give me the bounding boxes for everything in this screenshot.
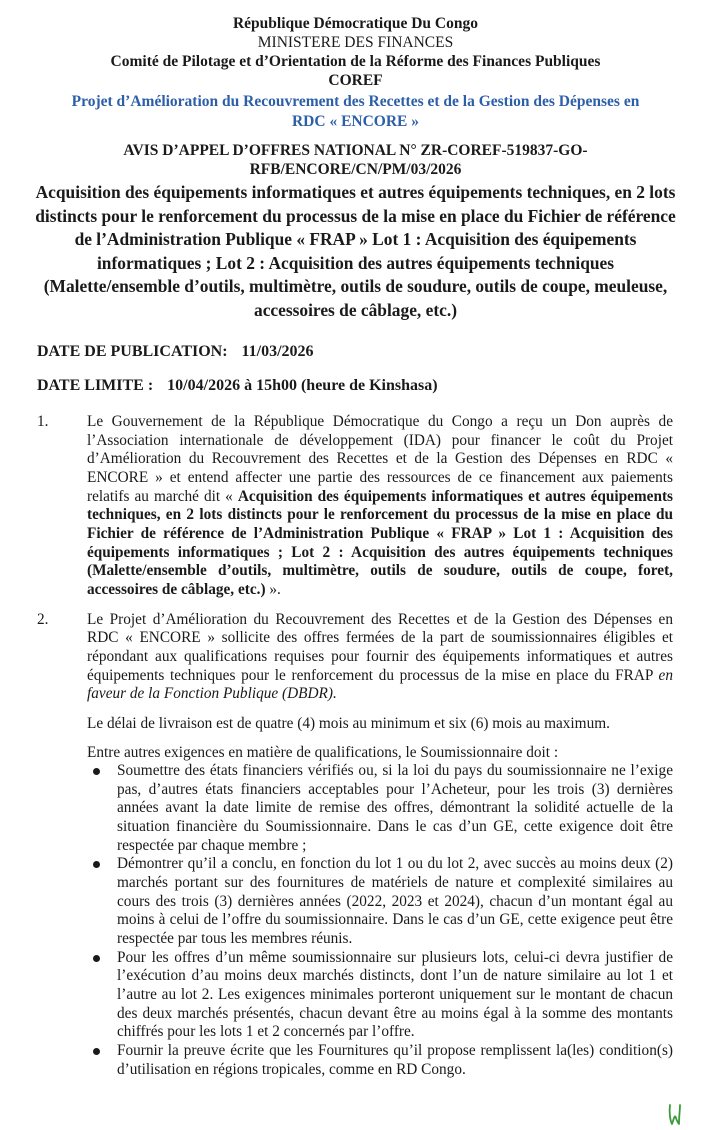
committee-acronym: COREF xyxy=(328,72,383,89)
paragraph-2 xyxy=(0,611,711,704)
paragraph-2-text: Le Projet d’Amélioration du Recouvrement des Recettes et de la Gestion des Dépenses en RDC « ENCORE » sollicite des offres fermées de la part de soumissionnaires éligibles et répondant aux qualifications requises pour fournir des équipements informatiques et autres équipements techniques pour le renforcement du processus de la mise en place du FRAP xyxy=(87,610,673,684)
paragraph-2-beneficiary: en faveur de la Fonction Publique (DBDR). xyxy=(87,666,673,703)
notice-reference: AVIS D’APPEL D’OFFRES NATIONAL N° ZR-COREF-519837-GO-RFB/ENCORE/CN/PM/03/2026 xyxy=(123,142,588,178)
initials-signature-icon xyxy=(667,1102,683,1126)
country-name: République Démocratique Du Congo xyxy=(232,15,478,32)
requirement-text: Démontrer qu’il a conclu, en fonction du lot 1 ou du lot 2, avec succès au moins deux (2) marchés portant sur des fournitures de matériels de nature et complexité similaires au cours des trois (3) dernières années (2022, 2023 et 2024), chacun d’un montant égal au moins à celui de l’offre du soumissionnaire. Dans le cas d’un GE, cette exigence peut être respectée par tous les membres réunis. xyxy=(117,855,673,948)
deadline-label: DATE LIMITE : xyxy=(37,377,154,394)
paragraph-1 xyxy=(0,413,711,600)
bullet-icon xyxy=(93,768,100,775)
paragraph-2-number: 2. xyxy=(37,610,49,628)
bullet-icon xyxy=(93,1048,100,1055)
requirement-text: Fournir la preuve écrite que les Fournitures qu’il propose remplissent la(les) condition(s) d’utilisation en régions tropicales, comme en RD Congo. xyxy=(117,1042,673,1078)
project-name-line2: RDC « ENCORE » xyxy=(291,113,420,130)
paragraph-1-contract-name: Acquisition des équipements informatiques et autres équipements techniques, en 2 lots distincts pour le renforcement du processus de la mise en place du Fichier de référence de l’Administration Publique « FRAP » Lot 1 : Acquisition des équipements informatiques ; Lot 2 : Acquisition des autres équipements techniques (Malette/ensemble d’outils, multimètre, outils de soudure, outils de coupe, foret, accessoires de câblage, etc.) xyxy=(87,487,674,598)
committee-name: Comité de Pilotage et d’Orientation de la Réforme des Finances Publiques xyxy=(110,53,601,70)
letterhead xyxy=(0,14,711,132)
requirement-item xyxy=(117,1042,673,1079)
requirement-item xyxy=(117,855,673,948)
publication-date-label: DATE DE PUBLICATION: xyxy=(37,343,228,360)
notice-title: Acquisition des équipements informatiques et autres équipements techniques, en 2 lots distincts pour le renforcement du processus de la mise en place du Fichier de référence de l’Administration Publique « FRAP » Lot 1 : Acquisition des équipements informatiques ; Lot 2 : Acquisition des autres équipements techniques (Malette/ensemble d’outils, multimètre, outils de soudure, outils de coupe, meuleuse, accessoires de câblage, etc.) xyxy=(35,182,676,320)
requirement-item xyxy=(117,949,673,1042)
deadline-line xyxy=(0,376,711,396)
paragraph-1-text: Le Gouvernement de la République Démocratique du Congo a reçu un Don auprès de l’Association internationale de développement (IDA) pour financer le coût du Projet d’Amélioration du Recouvrement des Recettes et de la Gestion des Dépenses en RDC « ENCORE » et entend affecter une partie des ressources de ce financement aux paiements relatifs au marché dit « xyxy=(87,413,673,505)
publication-date-value: 11/03/2026 xyxy=(241,343,314,360)
ministry-name: MINISTERE DES FINANCES xyxy=(257,34,454,51)
signature-stroke xyxy=(670,1105,680,1124)
deadline-value: 10/04/2026 à 15h00 (heure de Kinshasa) xyxy=(167,377,438,394)
delivery-period: Le délai de livraison est de quatre (4) mois au minimum et six (6) mois au maximum. xyxy=(87,714,610,732)
paragraph-1-number: 1. xyxy=(37,413,49,430)
project-name-line1: Projet d’Amélioration du Recouvrement des Recettes et de la Gestion des Dépenses en xyxy=(71,93,640,110)
requirement-text: Soumettre des états financiers vérifiés ou, si la loi du pays du soumissionnaire ne l’exige pas, d’autres états financiers acceptables pour l’Acheteur, pour les trois (3) dernières années avant la date limite de remise des offres, démontrant la solidité actuelle de la situation financière du Soumissionnaire. Dans le cas d’un GE, cette exigence doit être respectée par chaque membre ; xyxy=(117,762,673,854)
bullet-icon xyxy=(93,955,100,962)
publication-date-line xyxy=(0,342,711,362)
requirement-text: Pour les offres d’un même soumissionnaire sur plusieurs lots, celui-ci devra justifier de l’exécution d’au moins deux marchés distincts, dont l’un de nature similaire au lot 1 et l’autre au lot 2. Les exigences minimales porteront uniquement sur le montant de chacun des deux marchés présentés, chacun devant être au moins égal à la somme des montants chiffrés pour les lots 1 et 2 concernés par l’offre. xyxy=(117,948,673,1041)
bullet-icon xyxy=(93,861,100,868)
requirements-intro: Entre autres exigences en matière de qualifications, le Soumissionnaire doit : xyxy=(87,743,559,761)
project-name xyxy=(0,90,711,132)
paragraph-1-end: ». xyxy=(269,580,281,598)
requirements-list xyxy=(0,762,711,1079)
requirement-item xyxy=(117,762,673,855)
